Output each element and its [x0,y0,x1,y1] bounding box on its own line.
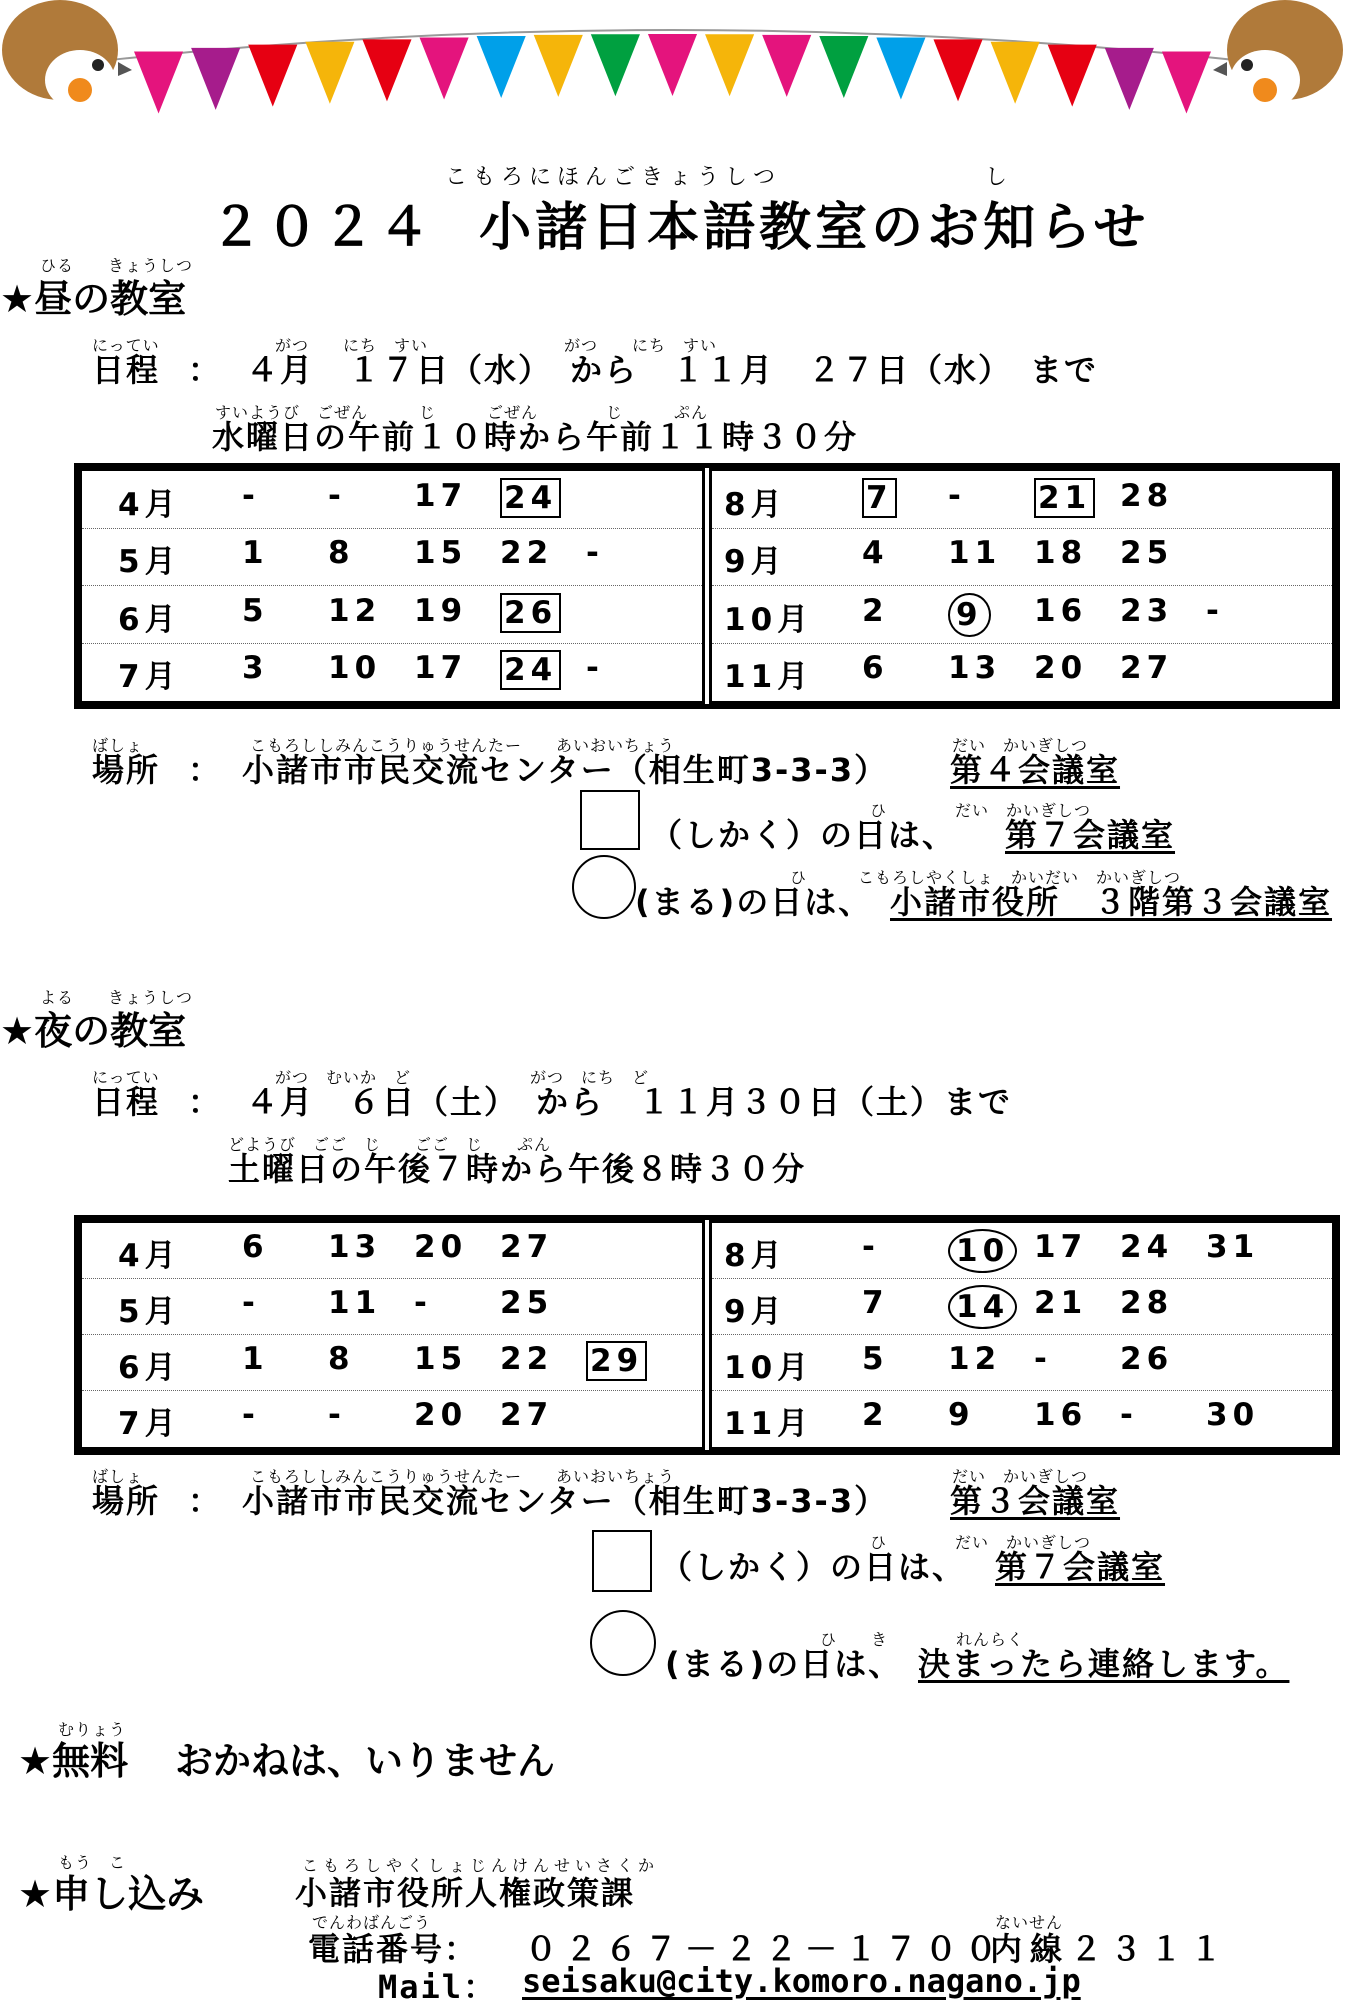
calendar-date: 15 [414,535,468,572]
calendar-date: - [242,477,260,514]
night-calendar [74,1215,1340,1455]
calendar-row [82,1391,702,1447]
calendar-date: 30 [1206,1397,1260,1433]
calendar-row [82,1223,702,1279]
apply-phone-label: 電話番号： [308,1930,479,1968]
apply-ruby: もう こ [58,1853,127,1872]
calendar-date: 18 [1034,535,1088,572]
night-calendar-left [79,1220,705,1450]
night-colon: ： [188,1083,223,1121]
pennant-flag [477,36,526,98]
calendar-date: 21 [1034,1285,1088,1321]
day-time-ruby: すいようび ごぜん じ ごぜん じ ぷん [215,403,709,422]
calendar-date-square: 7 [862,478,897,518]
day-sq-ruby: ひ だい かいぎしつ [870,801,1092,820]
day-room: 第４会議室 [950,751,1121,789]
calendar-date: 31 [1206,1229,1260,1265]
calendar-date: 11 [328,1285,382,1321]
calendar-date: 27 [500,1397,554,1433]
apply-mail-label: Mail： [378,1968,498,2006]
pennant-flag [420,37,469,99]
calendar-date: 8 [328,1341,355,1377]
bird-left-icon [2,0,132,110]
day-place: 小諸市市民交流センター（相生町3-3-3） [242,751,889,789]
calendar-row [712,529,1332,587]
calendar-date: 16 [1034,592,1088,629]
calendar-date: - [242,1397,260,1433]
pennant-flag [933,39,982,101]
title-ruby-2: し [985,165,1009,190]
apply-phone-ruby: でんわばんごう [312,1913,432,1932]
circle-legend-icon-night [590,1610,656,1676]
calendar-month: 5月 [118,1294,181,1330]
day-ci-ruby: ひ こもろしやくしょ かいだい かいぎしつ [790,868,1182,887]
calendar-month: 11月 [724,659,814,696]
day-sq-text: （しかく）の日は、 [650,816,957,854]
night-schedule-ruby2: がつ むいか ど がつ にち ど [275,1068,650,1087]
square-legend-icon [580,790,640,850]
pennant-flag [362,39,411,101]
pennant-flag [1162,52,1211,114]
calendar-date-circle: 14 [948,1285,1017,1329]
night-calendar-right [709,1220,1335,1450]
pennant-flag [648,34,697,96]
apply-phone: ０２６７－２２－１７００ [525,1930,1006,1968]
pennant-flag [134,52,183,114]
pennant-flag [248,45,297,107]
calendar-month: 10月 [724,1350,814,1386]
calendar-month: 10月 [724,601,814,638]
calendar-date: 25 [1120,535,1174,572]
apply-ext-ruby: ないせん [995,1913,1064,1932]
night-place: 小諸市市民交流センター（相生町3-3-3） [242,1482,889,1520]
day-schedule-label: 日程 [92,351,161,389]
page-title [210,185,1150,260]
pennant-flag [1105,48,1154,110]
day-heading-ruby: ひる きょうしつ [40,256,194,275]
calendar-row [712,1391,1332,1447]
calendar-date: 28 [1120,1285,1174,1321]
calendar-date: 20 [1034,650,1088,687]
calendar-date-square: 29 [586,1341,647,1381]
calendar-row [712,1223,1332,1279]
pennant-flag [991,42,1040,104]
calendar-date: 1 [242,535,269,572]
pennant-flag [1048,45,1097,107]
calendar-date: 19 [414,592,468,629]
calendar-date: 10 [328,650,382,687]
calendar-date: 28 [1120,477,1174,514]
calendar-row [712,644,1332,702]
calendar-row [82,471,702,529]
calendar-month: 8月 [724,1238,787,1274]
pennant-flag [305,42,354,104]
day-place-ruby: ばしょ [92,736,144,755]
night-schedule: ４月 ６日（土） から １１月３０日（土）まで [246,1083,1013,1121]
calendar-date: 1 [242,1341,269,1377]
day-schedule-ruby: にってい [92,336,160,355]
free-heading: ★無料 [18,1739,129,1783]
night-ci-text: (まる)の日は、 [665,1645,903,1683]
calendar-date: 24 [1120,1229,1174,1265]
apply-office-ruby: こもろしやくしょじんけんせいさくか [302,1856,660,1875]
day-heading: ★昼の教室 [0,277,187,321]
pennant-flag [819,36,868,98]
bunting-banner [0,0,1345,150]
calendar-date: 26 [1120,1341,1174,1377]
night-heading: ★夜の教室 [0,1009,187,1053]
day-colon: ： [188,351,223,389]
calendar-row [82,644,702,702]
day-schedule: ４月 １７日（水） から １１月 ２７日（水） まで [246,351,1099,389]
night-ci-ruby: ひ き れんらく [820,1630,1025,1649]
day-calendar-right [709,468,1335,704]
calendar-month: 6月 [118,601,181,638]
day-time: 水曜日の午前１０時から午前１１時３０分 [212,418,859,456]
calendar-date-square: 26 [500,593,561,633]
calendar-date: - [586,650,604,687]
pennant-flag [762,35,811,97]
apply-mail-link[interactable]: seisaku@city.komoro.nagano.jp [522,1962,1081,2000]
calendar-date: 8 [328,535,355,572]
calendar-date: 17 [1034,1229,1088,1265]
calendar-date: - [862,1229,880,1265]
calendar-date: 11 [948,535,1002,572]
calendar-date: 20 [414,1397,468,1433]
apply-ext: 内線２３１１ [990,1930,1231,1968]
night-schedule-ruby: にってい [92,1068,160,1087]
day-sq-room: 第７会議室 [1005,816,1176,854]
calendar-date: - [1034,1341,1052,1377]
calendar-row [82,529,702,587]
night-sq-ruby: ひ だい かいぎしつ [870,1533,1092,1552]
calendar-month: 4月 [118,486,181,523]
calendar-row [712,471,1332,529]
calendar-month: 9月 [724,544,787,581]
calendar-row [712,1335,1332,1391]
day-ci-text: (まる)の日は、 [635,883,873,921]
pennant-flag [191,48,240,110]
night-room: 第３会議室 [950,1482,1121,1520]
pennant-flag [876,37,925,99]
night-heading-ruby: よる きょうしつ [40,988,194,1007]
calendar-date: - [1120,1397,1138,1433]
calendar-date: 7 [862,1285,889,1321]
calendar-date-circle: 9 [948,593,991,637]
pennant-flag [591,34,640,96]
apply-heading: ★申し込み [18,1872,205,1916]
night-sq-room: 第７会議室 [995,1548,1166,1586]
calendar-date: 6 [862,650,889,687]
day-room-ruby: だい かいぎしつ [952,736,1089,755]
night-place-ruby2: こもろししみんこうりゅうせんたー あいおいちょう [250,1467,676,1486]
pennant-flag [534,35,583,97]
day-place-label: 場所 [92,751,161,789]
calendar-month: 8月 [724,486,787,523]
calendar-date: 16 [1034,1397,1088,1433]
calendar-date: 6 [242,1229,269,1265]
square-legend-icon-night [592,1530,652,1592]
calendar-row [712,1279,1332,1335]
calendar-month: 4月 [118,1238,181,1274]
calendar-date-square: 24 [500,650,561,690]
free-ruby: むりょう [58,1720,127,1739]
calendar-month: 6月 [118,1350,181,1386]
calendar-date: 4 [862,535,889,572]
calendar-date: 17 [414,650,468,687]
calendar-date: 13 [948,650,1002,687]
calendar-date: 5 [242,592,269,629]
calendar-date-square: 21 [1034,478,1095,518]
calendar-date: - [328,477,346,514]
calendar-row [82,1335,702,1391]
day-ci-room: 小諸市役所 ３階第３会議室 [890,883,1333,921]
calendar-date: 22 [500,535,554,572]
calendar-month: 9月 [724,1294,787,1330]
circle-legend-icon [572,855,636,919]
calendar-month: 7月 [118,1406,181,1442]
title-year: ２０２４ [210,198,435,258]
calendar-date: - [948,477,966,514]
calendar-date: 2 [862,592,889,629]
calendar-date: 13 [328,1229,382,1265]
apply-office: 小諸市役所人権政策課 [295,1874,636,1912]
calendar-month: 11月 [724,1406,814,1442]
night-place-colon: ： [188,1482,223,1520]
calendar-date: - [414,1285,432,1321]
calendar-date: 17 [414,477,468,514]
night-schedule-label: 日程 [92,1083,161,1121]
night-room-ruby: だい かいぎしつ [952,1467,1089,1486]
calendar-date: - [242,1285,260,1321]
day-schedule-ruby2: がつ にち すい がつ にち すい [275,336,718,355]
title-text: 小諸日本語教室のお知らせ [479,198,1150,258]
calendar-date: 20 [414,1229,468,1265]
calendar-date: 22 [500,1341,554,1377]
calendar-date: - [586,535,604,572]
day-calendar-left [79,468,705,704]
calendar-row [82,586,702,644]
night-place-ruby: ばしょ [92,1467,144,1486]
night-time-ruby: どようび ごご じ ごご じ ぷん [228,1135,552,1154]
calendar-date: 25 [500,1285,554,1321]
calendar-row [82,1279,702,1335]
calendar-date: 27 [500,1229,554,1265]
calendar-date: 3 [242,650,269,687]
calendar-month: 7月 [118,659,181,696]
calendar-date: 23 [1120,592,1174,629]
calendar-date: - [328,1397,346,1433]
calendar-date: - [1206,592,1224,629]
pennant-flag [705,34,754,96]
calendar-date-square: 24 [500,478,561,518]
title-ruby: こもろにほんごきょうしつ [445,165,782,190]
night-sq-text: （しかく）の日は、 [660,1548,967,1586]
calendar-date: 12 [948,1341,1002,1377]
calendar-row [712,586,1332,644]
day-place-colon: ： [188,751,223,789]
calendar-date: 15 [414,1341,468,1377]
calendar-date: 5 [862,1341,889,1377]
night-ci-room: 決まったら連絡します。 [918,1645,1290,1683]
calendar-date: 27 [1120,650,1174,687]
calendar-month: 5月 [118,544,181,581]
day-place-ruby2: こもろししみんこうりゅうせんたー あいおいちょう [250,736,676,755]
calendar-date: 9 [948,1397,975,1433]
bird-right-icon [1213,0,1343,110]
calendar-date: 2 [862,1397,889,1433]
night-time: 土曜日の午後７時から午後８時３０分 [228,1150,807,1188]
calendar-date-circle: 10 [948,1229,1017,1273]
night-place-label: 場所 [92,1482,161,1520]
day-calendar [74,463,1340,709]
calendar-date: 12 [328,592,382,629]
free-text: おかねは、いりません [175,1739,556,1783]
